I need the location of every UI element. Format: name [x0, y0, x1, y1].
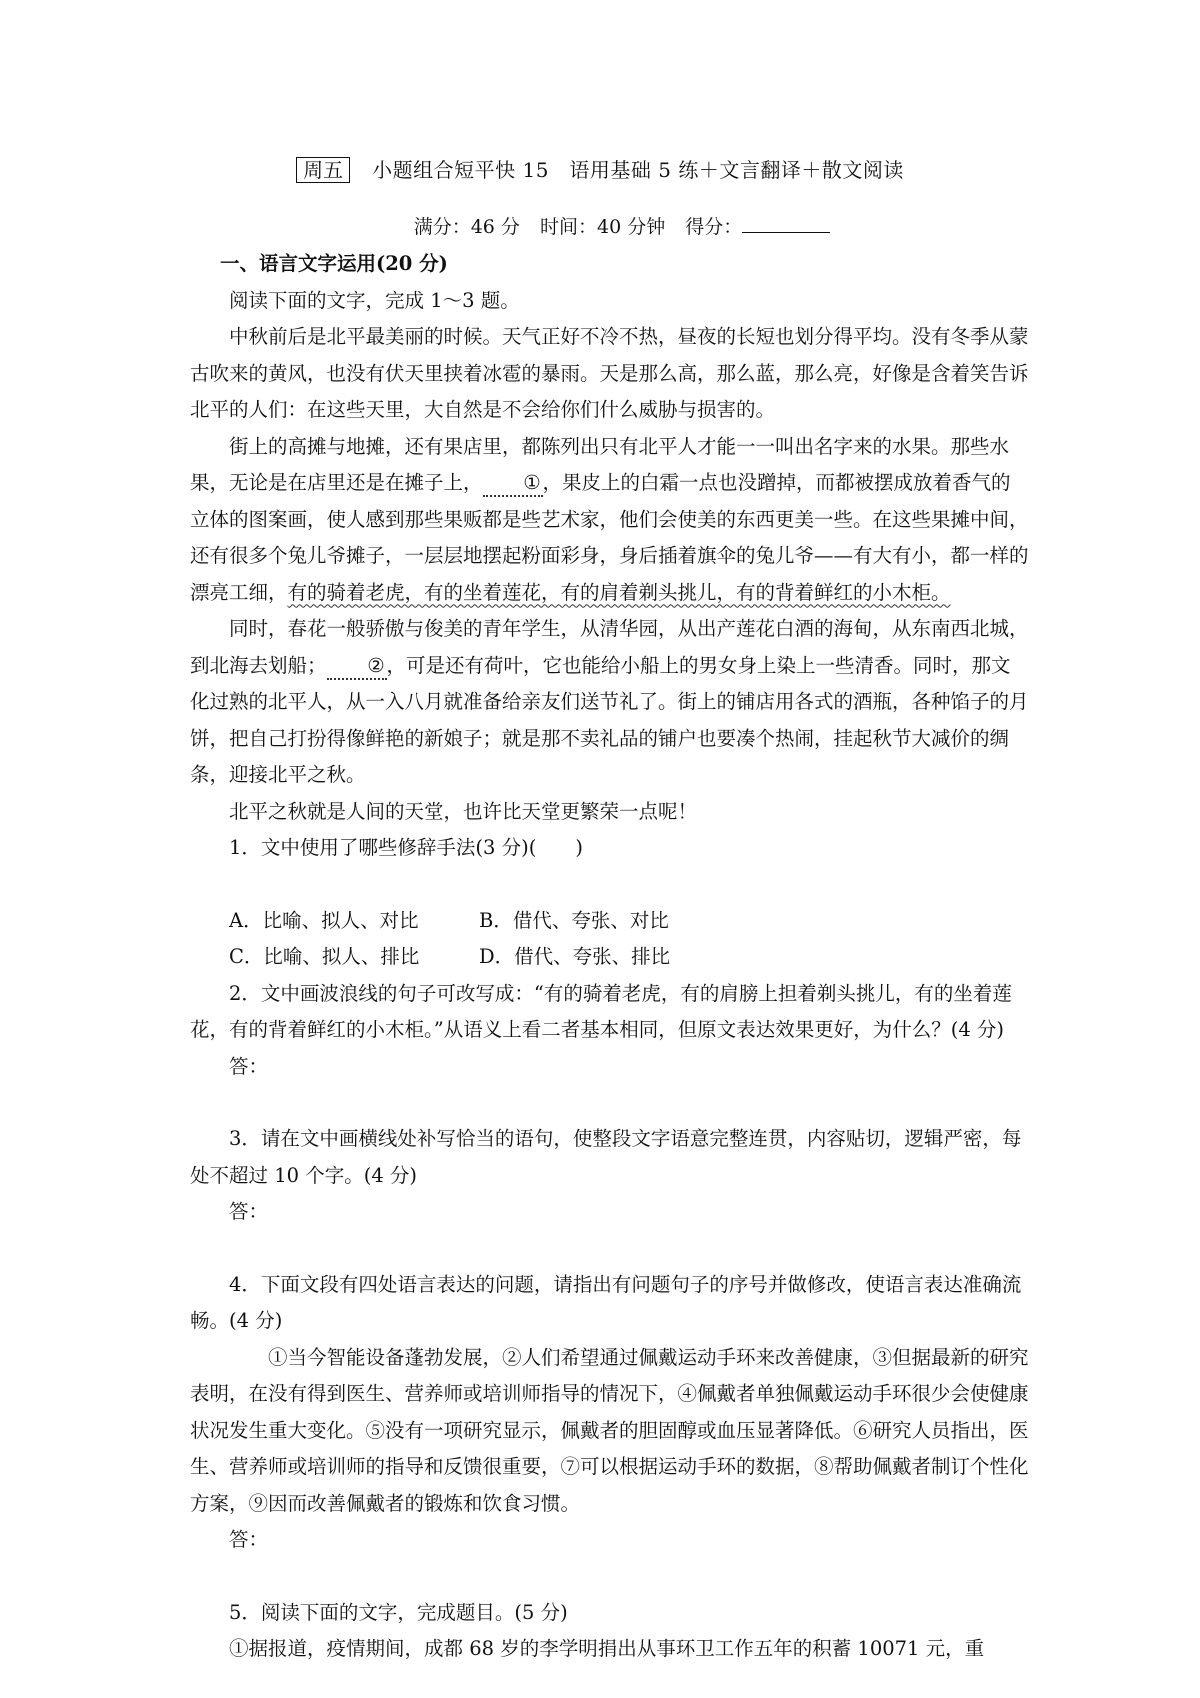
full-score: 满分：46 分: [413, 216, 520, 238]
question-2-answer[interactable]: 答：: [229, 1054, 269, 1078]
question-1-stem: 1．文中使用了哪些修辞手法(3 分)( ): [229, 836, 583, 859]
passage-paragraph-1: 中秋前后是北平最美丽的时候。天气正好不冷不热，昼夜的长短也划分得平均。没有冬季从蒙古吹来的黄风，也没有伏天里挟着冰雹的暴雨。天是那么高，那么蓝，那么亮，好像是含着笑告诉北平的人们：在这些天里，大自然是不会给你们什么威胁与损害的。: [190, 325, 1029, 421]
blank-2: ②: [327, 654, 387, 680]
passage-text: ，可是还有荷叶，它也能给小船上的男女身上染上一些清香。同时，那文化过熟的北平人，从一入八月就准备给亲友们送节礼了。街上的铺店用各式的酒瓶，各种馅子的月饼，把自己打扮得像鲜艳的新娘子；就是那不卖礼品的铺户也要凑个热闹，挂起秋节大减价的绸条，迎接北平之秋。: [190, 653, 1029, 786]
page-header: [0, 156, 1200, 184]
option-b[interactable]: B．借代、夸张、对比: [479, 908, 669, 932]
question-3-stem: 3．请在文中画横线处补写恰当的语句，使整段文字语意完整连贯，内容贴切，逻辑严密，每处不超过 10 个字。(4 分): [190, 1127, 1022, 1187]
page-title: 小题组合短平快 15 语用基础 5 练＋文言翻译＋散文阅读: [372, 158, 904, 182]
passage-text: 街上的高摊与地摊，还有果店里，都陈列出只有北平人才能一一叫出名字来的水果。那些水果，无论是在店里还是在摊子上，: [190, 434, 1010, 494]
score-line: [0, 212, 1200, 239]
question-2-stem: 2．文中画波浪线的句子可改写成：“有的骑着老虎，有的肩膀上担着剃头挑儿，有的坐着莲花，有的背着鲜红的小木柜。”从语义上看二者基本相同，但原文表达效果更好，为什么？(4 分): [190, 981, 1012, 1041]
passage-paragraph-2: [190, 429, 1030, 612]
score-blank[interactable]: [742, 214, 830, 233]
wavy-underlined-sentence: 有的骑着老虎，有的坐着莲花，有的肩着剃头挑儿，有的背着鲜红的小木柜。: [287, 580, 951, 604]
time-limit: 时间：40 分钟: [539, 216, 666, 238]
passage-text: 同时，春花一般骄傲与俊美的青年学生，从清华园，从出产莲花白酒的海甸，从东南西北城，到北海去划船；: [190, 617, 1029, 677]
passage-paragraph-4: 北平之秋就是人间的天堂，也许比天堂更繁荣一点呢！: [229, 799, 698, 823]
exam-content: [190, 246, 1030, 1668]
option-d[interactable]: D．借代、夸张、排比: [479, 945, 671, 968]
section-heading: 一、语言文字运用(20 分): [220, 252, 448, 275]
score-label: 得分：: [685, 216, 743, 238]
option-c[interactable]: C．比喻、拟人、排比: [229, 945, 420, 968]
question-1-options-row-2: [190, 939, 1030, 976]
question-4-passage: ①当今智能设备蓬勃发展，②人们希望通过佩戴运动手环来改善健康，③但据最新的研究表明，在没有得到医生、营养师或培训师指导的情况下，④佩戴者单独佩戴运动手环很少会使健康状况发生重大变化。⑤没有一项研究显示，佩戴者的胆固醇或血压显著降低。⑥研究人员指出，医生、营养师或培训师的指导和反馈很重要，⑦可以根据运动手环的数据，⑧帮助佩戴者制订个性化方案，⑨因而改善佩戴者的锻炼和饮食习惯。: [190, 1345, 1029, 1515]
option-a[interactable]: A．比喻、拟人、对比: [229, 908, 419, 932]
day-tag: 周五: [296, 157, 350, 183]
question-5-passage: ①据报道，疫情期间，成都 68 岁的李学明捐出从事环卫工作五年的积蓄 10071 元，重: [229, 1637, 985, 1660]
passage-paragraph-3: [190, 611, 1030, 794]
question-4-answer[interactable]: 答：: [229, 1528, 269, 1551]
question-5-stem: 5．阅读下面的文字，完成题目。(5 分): [229, 1600, 568, 1624]
blank-1: ①: [483, 471, 543, 497]
question-4-stem: 4．下面文段有四处语言表达的问题，请指出有问题句子的序号并做修改，使语言表达准确流畅。(4 分): [190, 1272, 1022, 1332]
question-1-options-row-1: [190, 903, 1030, 940]
question-3-answer[interactable]: 答：: [229, 1200, 269, 1223]
reading-intro: 阅读下面的文字，完成 1～3 题。: [229, 288, 520, 312]
passage-text: ，果皮上的白霜一点也没蹭掉，而都被摆成放着香气的立体的图案画，使人感到那些果贩都是些艺术家，他们会使美的东西更美一些。在这些果摊中间，还有很多个兔儿爷摊子，一层层地摆起粉面彩身，身后插着旗伞的兔儿爷——有大有小，都一样的漂亮工细，: [190, 471, 1029, 604]
